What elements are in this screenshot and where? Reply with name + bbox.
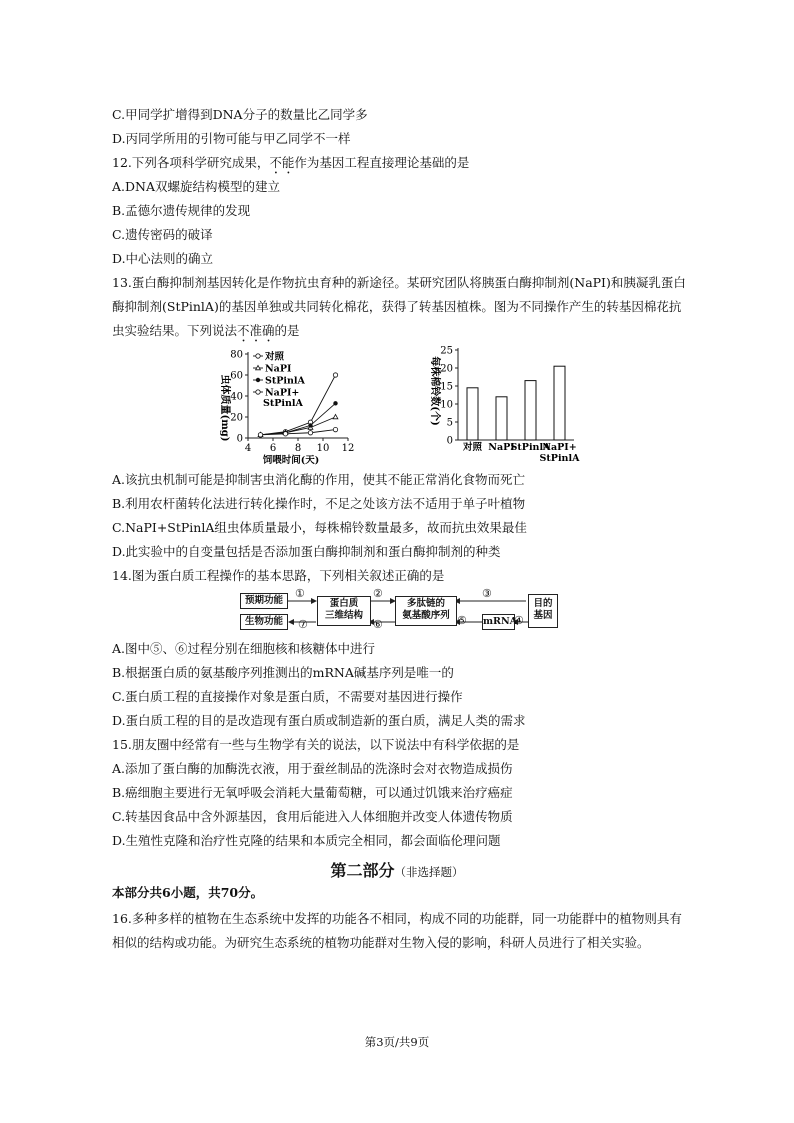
boll-count-bar-chart (422, 344, 582, 464)
q15-option-d: D.生殖性克隆和治疗性克隆的结果和本质完全相同，都会面临伦理问题 (112, 833, 501, 848)
q13-stem-line2: 酶抑制剂(StPinlA)的基因单独或共同转化棉花，获得了转基因植株。图为不同操作产生的转基因棉花抗 (112, 299, 682, 314)
q13-option-b: B.利用农杆菌转化法进行转化操作时，不足之处该方法不适用于单子叶植物 (112, 496, 526, 511)
part-two-intro: 本部分共6小题，共70分。 (112, 885, 264, 900)
bar-chart-category-label-line2: StPinlA (539, 453, 580, 464)
line-chart-data-point (283, 432, 287, 436)
bar-chart-category-label: StPinlA (510, 442, 551, 453)
legend-marker (256, 378, 260, 382)
bar-chart-category-label: NaPI+ (542, 442, 577, 453)
line-chart-series-line (261, 417, 336, 435)
line-chart-y-label: 虫体质量(mg) (219, 374, 230, 442)
q12-option-d: D.中心法则的确立 (112, 251, 214, 266)
line-chart-data-point (333, 373, 337, 377)
q15-option-c: C.转基因食品中含外源基因，食用后能进入人体细胞并改变人体遗传物质 (112, 809, 513, 824)
q16-stem-line2: 相似的结构或功能。为研究生态系统的植物功能群对生物入侵的影响，科研人员进行了相关实验。 (112, 935, 650, 950)
q13-stem-emphasis: 不准确 (237, 323, 275, 338)
q13-stem-line1: 13.蛋白酶抑制剂基因转化是作物抗虫育种的新途径。某研究团队将胰蛋白酶抑制剂(NaPI)和胰凝乳蛋白 (112, 275, 686, 290)
bar-chart-bar (554, 366, 565, 440)
q13-stem-line3 (112, 322, 300, 345)
legend-marker (256, 390, 260, 394)
q14-option-c: C.蛋白质工程的直接操作对象是蛋白质，不需要对基因进行操作 (112, 689, 463, 704)
step-2-label: ② (373, 587, 383, 600)
line-chart-data-point (308, 423, 312, 427)
legend-label: NaPI+ (265, 387, 300, 399)
bar-chart-bar (496, 397, 507, 440)
q12-option-a: A.DNA双螺旋结构模型的建立 (112, 179, 280, 194)
line-chart-data-point (308, 431, 312, 435)
bar-chart-y-tick-label: 20 (440, 363, 453, 375)
target-gene-line2: 基因 (533, 610, 553, 621)
legend-marker (256, 354, 260, 358)
protein-structure-line2: 三维结构 (324, 610, 363, 621)
bar-chart-category-label: NaPI (488, 442, 515, 453)
q15-option-a: A.添加了蛋白酶的加酶洗衣液，用于蚕丝制品的洗涤时会对衣物造成损伤 (112, 761, 513, 776)
page-footer: 第3页/共9页 (364, 1035, 430, 1049)
line-chart-y-tick-label: 0 (236, 433, 243, 445)
line-chart-data-point (333, 401, 337, 405)
line-chart-y-tick-label: 80 (230, 349, 243, 361)
q15-option-b: B.癌细胞主要进行无氧呼吸会消耗大量葡萄糖，可以通过饥饿来治疗癌症 (112, 785, 513, 800)
q13-option-d: D.此实验中的自变量包括是否添加蛋白酶抑制剂和蛋白酶抑制剂的种类 (112, 544, 501, 559)
q14-option-d: D.蛋白质工程的目的是改造现有蛋白质或制造新的蛋白质，满足人类的需求 (112, 713, 526, 728)
step-4-label: ④ (514, 614, 524, 627)
q14-option-b: B.根据蛋白质的氨基酸序列推测出的mRNA碱基序列是唯一的 (112, 665, 454, 680)
insect-mass-line-chart (212, 346, 362, 466)
bar-chart-bar (467, 388, 478, 440)
line-chart-data-point (333, 427, 337, 431)
line-chart-x-tick-label: 12 (341, 443, 355, 454)
polypeptide-sequence-box (395, 596, 457, 626)
q15-stem: 15.朋友圈中经常有一些与生物学有关的说法，以下说法中有科学依据的是 (112, 737, 520, 752)
step-5-label: ⑤ (457, 614, 467, 627)
biological-function-box: 生物功能 (240, 614, 288, 630)
polypeptide-line2: 氨基酸序列 (402, 610, 450, 621)
q13-stem-pre: 虫实验结果。下列说法 (112, 323, 238, 338)
q12-stem-post: 作为基因工程直接理论基础的是 (294, 155, 470, 170)
part-two-title: 第二部分 (330, 861, 395, 880)
line-chart-data-point (333, 414, 338, 418)
protein-engineering-flow-diagram (238, 588, 558, 634)
line-chart-x-tick-label: 4 (244, 443, 252, 454)
q12-stem (112, 154, 469, 177)
bar-chart-y-tick-label: 5 (446, 417, 453, 429)
line-chart-y-tick-label: 60 (230, 370, 243, 382)
legend-label-line2: StPinlA (263, 398, 303, 409)
q11-option-c: C.甲同学扩增得到DNA分子的数量比乙同学多 (112, 107, 368, 122)
legend-label: StPinlA (265, 375, 305, 387)
q12-option-c: C.遗传密码的破译 (112, 227, 213, 242)
target-gene-box (528, 594, 558, 628)
line-chart-x-tick-label: 10 (316, 443, 330, 454)
q13-stem-post: 的是 (274, 323, 300, 338)
legend-label: 对照 (265, 351, 285, 363)
bar-chart-y-tick-label: 25 (440, 345, 453, 357)
protein-structure-box (317, 596, 371, 626)
mrna-box: mRNA (482, 614, 515, 630)
line-chart-x-tick-label: 8 (294, 443, 302, 454)
bar-chart-bar (525, 381, 536, 440)
q16-stem-line1: 16.多种多样的植物在生态系统中发挥的功能各不相同，构成不同的功能群，同一功能群中的植物则具有 (112, 911, 682, 926)
q14-stem: 14.图为蛋白质工程操作的基本思路，下列相关叙述正确的是 (112, 568, 445, 583)
part-two-subtitle: （非选择题） (394, 865, 464, 879)
step-3-label: ③ (482, 587, 492, 600)
step-7-label: ⑦ (298, 618, 308, 631)
expected-function-box: 预期功能 (240, 593, 288, 609)
line-chart-y-tick-label: 40 (230, 391, 243, 403)
bar-chart-y-tick-label: 15 (440, 381, 453, 393)
q14-option-a: A.图中⑤、⑥过程分别在细胞核和核糖体中进行 (112, 641, 376, 656)
q13-option-c: C.NaPI+StPinlA组虫体质量最小，每株棉铃数量最多，故而抗虫效果最佳 (112, 520, 527, 535)
q11-option-d: D.丙同学所用的引物可能与甲乙同学不一样 (112, 131, 351, 146)
step-1-label: ① (295, 587, 305, 600)
step-6-label: ⑥ (373, 618, 383, 631)
bar-chart-category-label: 对照 (462, 442, 483, 453)
q12-stem-emphasis: 不能 (269, 155, 295, 170)
line-chart-x-label: 饲喂时间(天) (262, 455, 320, 466)
legend-label: NaPI (265, 363, 292, 375)
bar-chart-y-label: 每株棉铃数(个) (429, 356, 440, 426)
part-two-heading (0, 858, 794, 881)
polypeptide-line1: 多肽链的 (406, 598, 445, 609)
q12-stem-pre: 12.下列各项科学研究成果， (112, 155, 270, 170)
protein-structure-line1: 蛋白质 (329, 598, 359, 609)
bar-chart-y-tick-label: 0 (446, 435, 453, 447)
q13-option-a: A.该抗虫机制可能是抑制害虫消化酶的作用，使其不能正常消化食物而死亡 (112, 472, 526, 487)
line-chart-x-tick-label: 6 (269, 443, 277, 454)
q12-option-b: B.孟德尔遗传规律的发现 (112, 203, 251, 218)
target-gene-line1: 目的 (533, 598, 553, 609)
line-chart-y-tick-label: 20 (230, 412, 243, 424)
line-chart-legend (253, 351, 306, 410)
line-chart-data-point (258, 433, 262, 437)
bar-chart-y-tick-label: 10 (440, 399, 453, 411)
